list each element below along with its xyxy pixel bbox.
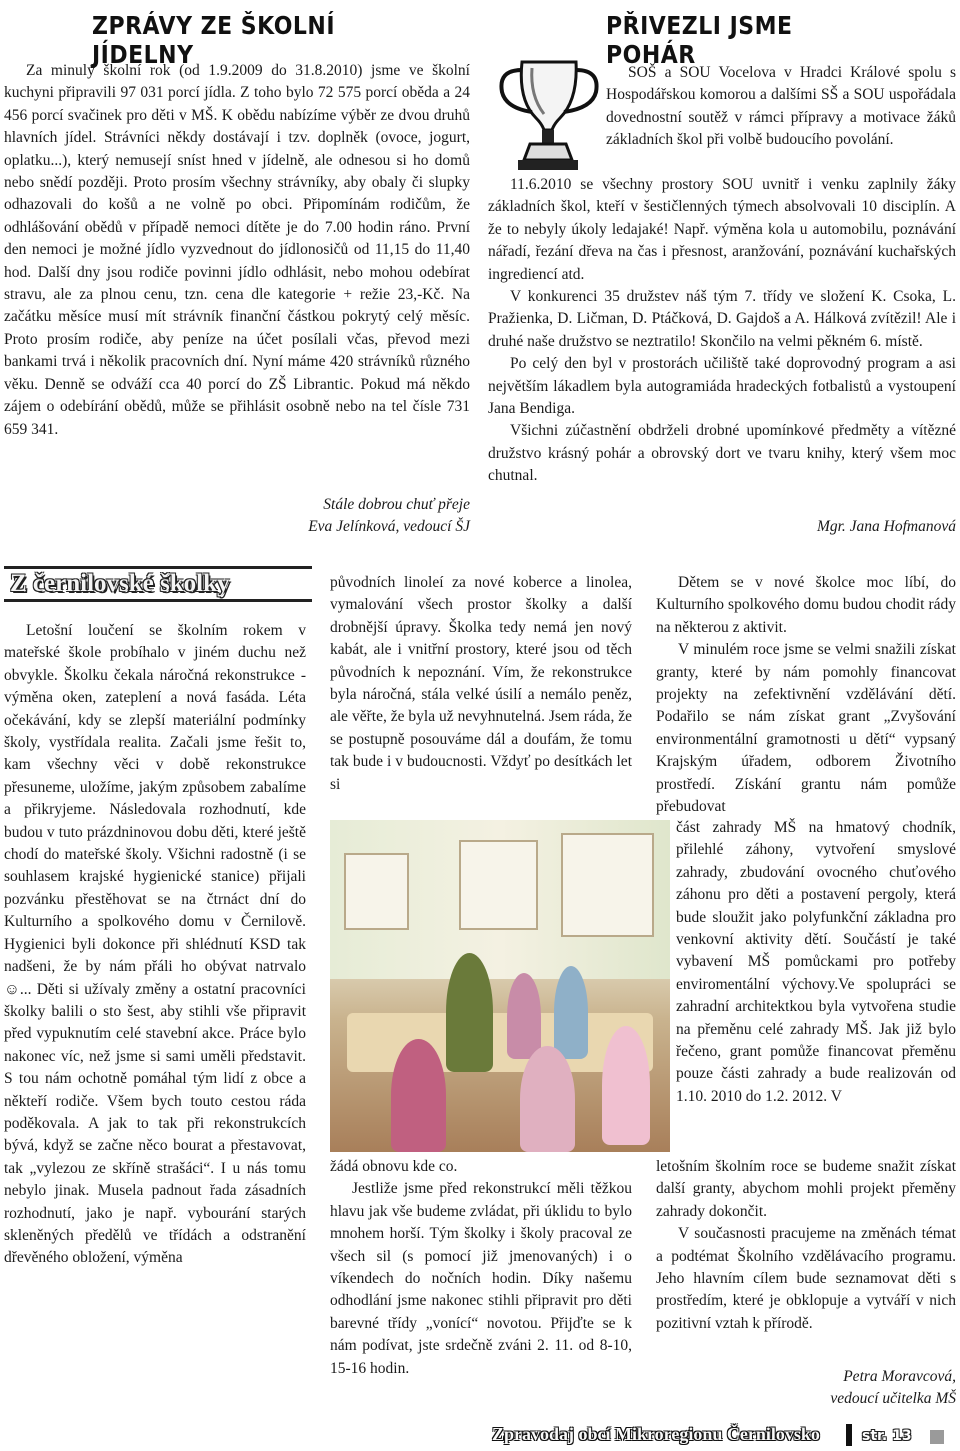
skolka-column-1: [4, 620, 306, 1270]
skolka-col2-text-b: žádá obnovu kde co.: [330, 1158, 458, 1175]
skolka-column-2-top: [330, 572, 632, 796]
skolka-col3-text-b: V minulém roce jsme se velmi snažili získat granty, které by nám pomohly financovat projekty na zefektivnění vzdělávání dětí. Podařilo se nám získat grant „Zvyšování environmentální gramotnosti u dětí“ vypsaný Krajským úřadem, odborem Životního prostředí. Získání grantu nám pomůže přebudovat: [656, 641, 956, 816]
jidelna-sign-line2: Eva Jelínková, vedoucí ŠJ: [308, 518, 470, 535]
pohar-title: PŘIVEZLI JSME POHÁR: [606, 12, 793, 70]
jidelna-title: ZPRÁVY ZE ŠKOLNÍ JÍDELNY: [92, 12, 336, 70]
skolka-column-2-bottom: [330, 1156, 632, 1380]
skolka-col3-text-d: letošním školním roce se budeme snažit získat další granty, abychom mohli projekt přeměny zahrady dokončit.: [656, 1158, 956, 1220]
pohar-paragraph-1: SOŠ a SOU Vocelova v Hradci Králové spolu s Hospodářskou komorou a dalšími SŠ a SOU uspořádala dovednostní soutěž v rámci přípravy a motivace žáků základních škol při volbě budoucího povolání.: [606, 64, 956, 149]
skolka-col3-text-e: V současnosti pracujeme na změnách témat a podtémat Školního vzdělávacího programu. Jeho hlavním cílem bude seznamovat děti s prostředím, které je obklopuje a vytváří v nich pozitivní vztah k přírodě.: [656, 1225, 956, 1332]
pohar-paragraph-2: 11.6.2010 se všechny prostory SOU uvnitř i venku zaplnily žáky základních škol, kteří v šestičlenných týmech absolvovali 10 disciplín. A že to nebyly úkoly ledajaké! Např. výměna kola u automobilu, poznávání nářadí, řezání dřeva na čas i přesnost, aranžování, poznávání kuchařských ingrediencí atd.: [488, 176, 956, 283]
skolka-title: Z černilovské školky: [4, 566, 312, 602]
skolka-col2-text-c: Jestliže jsme před rekonstrukcí měli těžkou hlavu jak vše budeme zvládat, při úklidu to bylo mnohem horší. Tým školky i školy pracoval ze všech sil (s pomocí již jmenovaných) i o víkendech do nočních hodin. Díky našemu odhodlání jsme nakonec stihli připravit pro děti barevné třídy „vonící“ novotou. Přijďte se k nám podívat, jste srdečně zváni 2. 11. od 8-10, 15-16 hodin.: [330, 1180, 632, 1377]
footer-separator: [846, 1424, 852, 1446]
skolka-col2-text-a: původních linoleí za nové koberce a linolea, vymalování všech prostor školky a další drobnější úpravy. Školka tedy nemá jen nový kabát, ale i vnitřní prostory, které jsou od těch původních k nepoznání. Vím, že rekonstrukce byla náročná, stála velké úsilí a nemálo peněz, ale věřte, že byla už nevyhnutelná. Jsem ráda, že se postupně posouváme dál a doufám, že tomu tak bude i v budoucnosti. Vždyť po desítkách let si: [330, 574, 632, 793]
pohar-paragraph-3: V konkurenci 35 družstev náš tým 7. třídy ve složení K. Csoka, L. Pražienka, D. Ličman, D. Ptáčková, D. Gajdoš a A. Hálková zvítězil! Ale i druhé naše družstvo se neztratilo! Skončilo na velmi pěkném 6. místě.: [488, 288, 956, 350]
pohar-intro: [606, 62, 956, 152]
trophy-icon: [492, 56, 604, 174]
skolka-sign-line1: Petra Moravcová,: [843, 1368, 956, 1385]
footer-square-icon: [930, 1430, 944, 1444]
pohar-paragraph-5: Všichni zúčastnění obdrželi drobné upomínkové předměty a vítězné družstvo krásný pohár a obrovský dort ve tvaru knihy, který všem moc chutnal.: [488, 422, 956, 485]
jidelna-body: [4, 60, 470, 441]
pohar-body: [488, 174, 956, 488]
footer-title: Zpravodaj obcí Mikroregionu Černilovsko: [492, 1424, 820, 1444]
skolka-column-3-top: [656, 572, 956, 818]
skolka-col3-text-a: Dětem se v nové školce moc líbí, do Kulturního spolkového domu budou chodit rády na některou z aktivit.: [656, 574, 956, 636]
skolka-column-3-bottom: [656, 1156, 956, 1335]
jidelna-paragraph: Za minulý školní rok (od 1.9.2009 do 31.8.2010) jsme ve školní kuchyni připravili 97 031 porcí jídla. Z toho bylo 72 575 porcí oběda a 24 456 porcí svačinek pro děti v MŠ. K obědu nabízíme výběr ze dvou druhů hlavních jídel. Strávníci někdy dostávají i tzv. doplněk (ovoce, jogurt, oplatku...), který nemusejí sníst hned v jídelně, ale odnesou si ho domů nebo snědí později. Proto prosím všechny strávníky, aby obaly či slupky odhazovali do košů a ne volně po obci. Připomínám rodičům, že odhlášování obědů v případě nemoci dítěte je do 7.00 hodin ráno. První den nemoci je možné jídlo vyzvednout do jídlonosičů od 11,15 do 11,40 hod. Další dny jsou rodiče povinni jídlo odhlásit, nebo mohou odebírat stravu, ale za plnou cenu, tzn. cena dle kategorie + režie 23,-Kč. Na začátku měsíce musí mít strávník finanční částkou pokrytý celý měsíc. Proto prosím rodiče, aby peníze na účet posílali včas, převod mezi bankami trvá i několik pracovních dní. Nyní máme 420 strávníků různého věku. Denně se odváží cca 40 porcí do ZŠ Librantic. Pokud má někdo zájem o odebírání obědů, může se přihlásit osobně nebo na tel čísle 731 659 341.: [4, 62, 470, 438]
skolka-col1-text: Letošní loučení se školním rokem v mateřské škole probíhalo v jiném duchu než obvykle. Školku čekala náročná rekonstrukce - výměna oken, zateplení a nová fasáda. Léta očekávání, kdy se zlepší materiální podmínky školy, vystřídala realita. Začali jsme řešit to, kam všechny věci v době rekonstrukce přesuneme, uložíme, jakým způsobem zabalíme a přikryjeme. Následovala rozhodnutí, kde budou v tuto prázdninovou dobu děti, které ještě chodí do mateřské školy. Všichni radostně (i se souhlasem krajské hygienické stanice) přijali pozvánku přestěhovat se na čtrnáct dní do Kulturního a spolkového domu v Černilově. Hygienici byli dokonce při shlédnutí KSD tak nadšeni, že by nám přáli ho obývat natrvalo ☺... Děti si užívaly změny a ostatní pracovníci školky balili o sto šest, aby stihli vše připravit před vypuknutím celé stavební akce. Práce bylo nakonec víc, než jsme si sami uměli představit. S tou nám ochotně pomáhal tým lidí z obce a někteří rodiče. Všem bych touto cestou ráda poděkovala. A jak to tak při rekonstrukcích bývá, když se začne něco bourat a přestavovat, tak „vylezou ze skříně strašáci“. I u nás tomu nebylo jinak. Musela padnout řada zásadních rozhodnutí, jako je např. vybourání starých skleněných předělů ve třídách a odstranění dřevěného obložení, výměna: [4, 622, 306, 1267]
pohar-signature: Mgr. Jana Hofmanová: [816, 518, 956, 535]
skolka-col3-text-c: část zahrady MŠ na hmatový chodník, přilehlé záhony, vytvoření smyslové zahrady, zbudování ovocného chuťového záhonu pro děti a postavení pergoly, která bude sloužit jako polyfunkční základna pro venkovní aktivity dětí. Součástí je také vybavení MŠ pomůckami pro potřeby enviromentální výchovy.Ve spolupráci se zahradní architektkou byla vytvořena studie na přeměnu celé zahrady MŠ. Jak již bylo řečeno, grant pomůže financovat přeměnu pouze části zahrady a bude realizován od 1.10. 2010 do 1.2. 2012. V: [676, 819, 956, 1105]
skolka-column-3-middle: [676, 817, 956, 1108]
jidelna-sign-line1: Stále dobrou chuť přeje: [323, 496, 470, 513]
jidelna-signature: [240, 494, 470, 538]
page-number: str. 13: [862, 1428, 912, 1444]
skolka-signature: [700, 1366, 956, 1410]
classroom-photo: [330, 820, 670, 1152]
skolka-sign-line2: vedoucí učitelka MŠ: [830, 1390, 956, 1407]
pohar-paragraph-4: Po celý den byl v prostorách učiliště také doprovodný program a asi největším lákadlem byla autogramiáda hradeckých fotbalistů a vystoupení Jana Bendiga.: [488, 355, 956, 418]
